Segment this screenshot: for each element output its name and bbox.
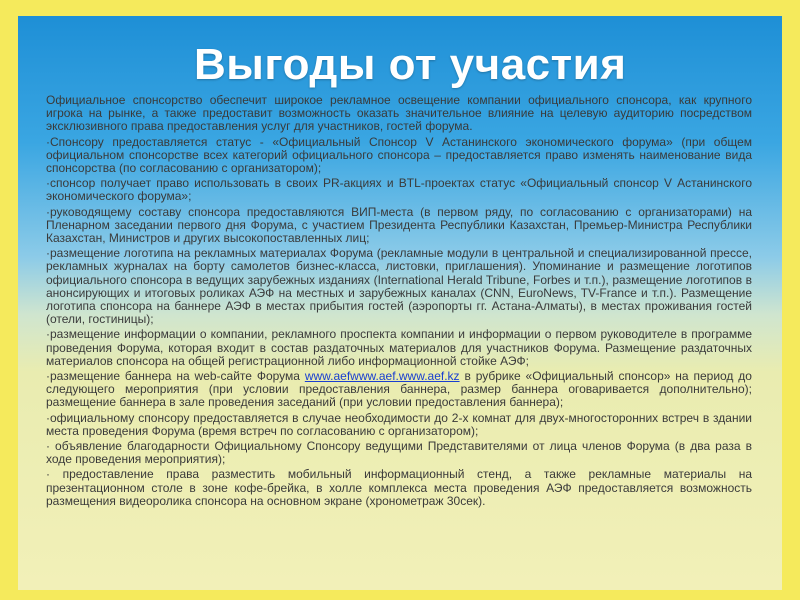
bullet-vip-seats: ·руководящему составу спонсора предоставляются ВИП-места (в первом ряду, по согласованию с организаторами) на Пленарном заседании первого дня Форума, с участием Президента Республики Казахстан, Премьер-Министра Республики Казахстан, Министров и других высокопоставленных лиц; xyxy=(46,204,752,246)
bullet-logo-placement: ·размещение логотипа на рекламных материалах Форума (рекламные модули в центральной и специализированной прессе, рекламных журналах на борту самолетов бизнес-класса, листовки, приглашения). Упоминание и размещение логотипов официального спонсора в ведущих зарубежных изданиях (International Herald Tribune, Forbes и т.п.), размещение логотипов в анонсирующих и итоговых роликах АЭФ на местных и зарубежных каналах (CNN, EuroNews, TV-France и т.п.). Размещение логотипа спонсора на баннере АЭФ в местах прибытия гостей (аэропорты гг. Астана-Алматы), в местах проживания гостей (отели, гостиницы); xyxy=(46,246,752,327)
slide-content xyxy=(46,94,752,510)
slide-frame xyxy=(18,16,782,590)
bullet-web-banner xyxy=(46,370,752,410)
bullet-status: ·Спонсору предоставляется статус - «Официальный Спонсор V Астанинского экономического форума» (при общем официальном спонсорстве всех категорий официального спонсора – предоставляется право изменять наименование вида спонсорства (по согласованию с организатором); xyxy=(46,134,752,176)
bullet-acknowledgement: · объявление благодарности Официальному Спонсору ведущими Представителями от лица членов Форума (в два раза в ходе проведения мероприятия); xyxy=(46,439,752,467)
intro-paragraph: Официальное спонсорство обеспечит широкое рекламное освещение компании официального спонсора, как крупного игрока на рынке, а также предоставит возможность оказать значительное влияние на целевую аудиторию посредством эксклюзивного права предоставления услуг для участников, гостей форума. xyxy=(46,93,752,134)
bullet-program-info: ·размещение информации о компании, рекламного проспекта компании и информации о первом руководителе в программе проведения Форума, которая входит в состав раздаточных материалов для участников Форума. Размещение раздаточных материалов спонсора на общей регистрационной либо информационной стойке АЭФ; xyxy=(46,327,752,368)
web-banner-text-after: в рубрике «Официальный спонсор» на период до следующего мероприятия (при условии предоставления баннера, размер баннера оговаривается дополнительно); размещение баннера в зале проведения заседаний (при условии предоставления баннера); xyxy=(46,369,752,410)
bullet-meeting-rooms: ·официальному спонсору предоставляется в случае необходимости до 2-х комнат для двух-многосторонних встреч в здании места проведения Форума (время встреч по согласованию с организатором); xyxy=(46,410,752,438)
forum-website-link[interactable]: www.aefwww.aef.www.aef.kz xyxy=(304,369,460,384)
bullet-pr-rights: ·спонсор получает право использовать в своих PR-акциях и BTL-проектах статус «Официальный спонсор V Астанинского экономического форума»; xyxy=(46,176,752,204)
slide-title: Выгоды от участия xyxy=(194,40,627,89)
bullet-info-stand: · предоставление права разместить мобильный информационный стенд, а также рекламные материалы на презентационном столе в зоне кофе-брейка, в холле комплекса места проведения АЭФ предоставляется возможность размещения видеоролика спонсора на основном экране (хронометраж 30сек). xyxy=(46,467,752,508)
web-banner-text-before: ·размещение баннера на web-сайте Форума xyxy=(46,369,305,384)
